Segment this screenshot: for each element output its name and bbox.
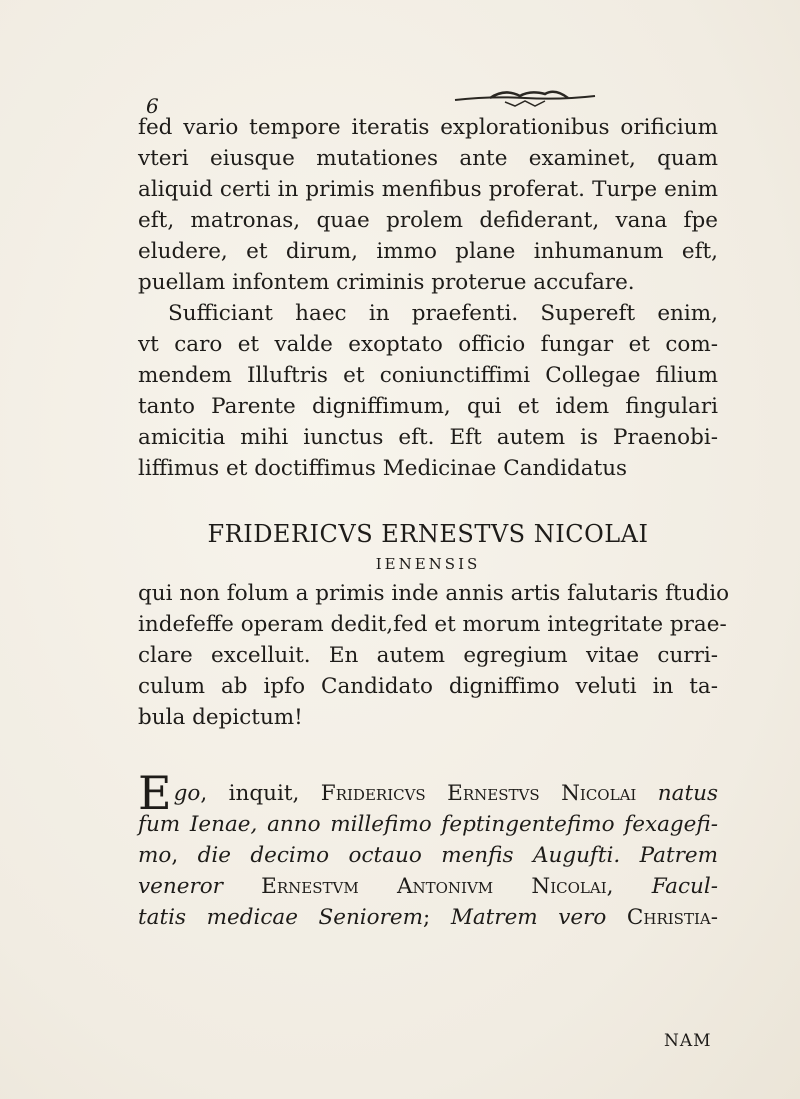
- text-line: indefeffe operam dedit,fed et morum integritate prae-: [138, 612, 727, 637]
- paragraph-4: [138, 766, 719, 933]
- text-line: vt caro et valde exoptato officio fungar et com-: [138, 332, 718, 357]
- text-line: vteri eiusque mutationes ante examinet, quam: [138, 146, 718, 171]
- catchword: NAM: [664, 1031, 712, 1051]
- text-line: mo, die decimo octauo menfis Augufti. Patrem: [138, 843, 719, 868]
- paragraph-3: [138, 578, 730, 733]
- page-number: 6: [146, 94, 159, 118]
- candidate-origin-subheading: IENENSIS: [375, 555, 481, 573]
- paragraph-1: [138, 112, 718, 484]
- text-line: puellam infontem criminis proterue accufare.: [138, 270, 635, 295]
- text-line: clare excelluit. En autem egregium vitae curri-: [138, 643, 718, 668]
- text-line: eludere, et dirum, immo plane inhumanum eft,: [138, 239, 718, 264]
- candidate-name-heading: FRIDERICVS ERNESTVS NICOLAI: [207, 520, 649, 548]
- text-line: amicitia mihi iunctus eft. Eft autem is Praenobi-: [138, 425, 718, 450]
- text-line: bula depictum!: [138, 705, 303, 730]
- text-line: veneror Ernestvm Antonivm Nicolai, Facul-: [138, 874, 719, 899]
- text-line: fum Ienae, anno millefimo feptingentefimo fexagefi-: [138, 812, 718, 837]
- text-line: aliquid certi in primis menfibus proferat. Turpe enim: [138, 177, 718, 202]
- text-line: eft, matronas, quae prolem defiderant, vana fpe: [138, 208, 718, 233]
- text-line: Ego, inquit, Fridericvs Ernestvs Nicolai natus: [138, 766, 718, 820]
- drop-cap: E: [138, 766, 172, 820]
- decorative-rule-ornament: [450, 86, 600, 108]
- text-line: liffimus et doctiffimus Medicinae Candidatus: [138, 456, 628, 481]
- text-line: culum ab ipfo Candidato digniffimo veluti in ta-: [138, 674, 718, 699]
- text-line: Sufficiant haec in praefenti. Supereft enim,: [168, 301, 718, 326]
- text-line: tanto Parente digniffimum, qui et idem fingulari: [138, 394, 718, 419]
- text-line: mendem Illuftris et coniunctiffimi Collegae filium: [138, 363, 718, 388]
- text-line: tatis medicae Seniorem; Matrem vero Christia-: [138, 905, 718, 930]
- text-line: qui non folum a primis inde annis artis falutaris ftudio: [138, 581, 730, 606]
- text-line: fed vario tempore iteratis explorationibus orificium: [138, 115, 718, 140]
